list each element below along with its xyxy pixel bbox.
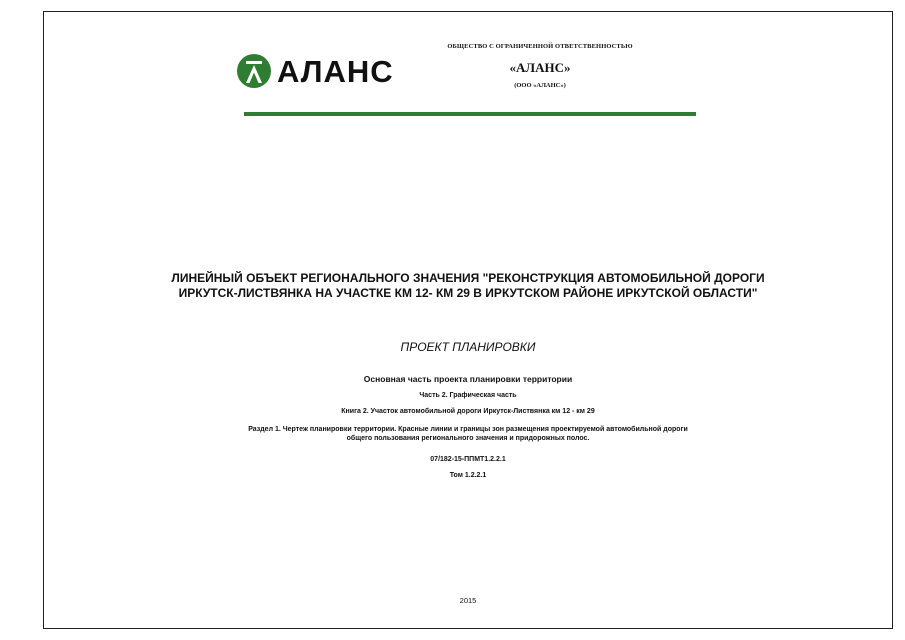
document-title (43, 271, 893, 301)
title-line-2: ИРКУТСК-ЛИСТВЯНКА НА УЧАСТКЕ КМ 12- КМ 29 В ИРКУТСКОМ РАЙОНЕ ИРКУТСКОЙ ОБЛАСТИ" (178, 286, 758, 300)
company-logo (237, 54, 394, 88)
section-line-1: Раздел 1. Чертеж планировки территории. Красные линии и границы зон размещения проектируемой автомобильной дороги (248, 426, 688, 433)
book-heading: Книга 2. Участок автомобильной дороги Иркутск-Листвянка км 12 - км 29 (341, 408, 595, 415)
organization-legal-form: ОБЩЕСТВО С ОГРАНИЧЕННОЙ ОТВЕТСТВЕННОСТЬЮ (447, 43, 633, 50)
volume-number: Том 1.2.2.1 (449, 472, 487, 479)
title-line-1: ЛИНЕЙНЫЙ ОБЪЕКТ РЕГИОНАЛЬНОГО ЗНАЧЕНИЯ "РЕКОНСТРУКЦИЯ АВТОМОБИЛЬНОЙ ДОРОГИ (171, 271, 765, 285)
header-divider (244, 112, 696, 116)
sheet-frame (43, 11, 893, 629)
logo-wordmark: АЛАНС (277, 53, 394, 89)
part-heading: Часть 2. Графическая часть (419, 392, 517, 399)
section-line-2: общего пользования регионального значения и придорожных полос. (346, 435, 590, 442)
organization-name: «АЛАНС» (509, 60, 571, 75)
document-subtitle: ПРОЕКТ ПЛАНИРОВКИ (400, 340, 536, 354)
organization-short-name: (ООО «АЛАНС») (514, 82, 566, 89)
main-part-heading: Основная часть проекта планировки территории (363, 374, 573, 384)
section-heading (43, 425, 893, 443)
document-year: 2015 (459, 596, 477, 605)
alans-logo-icon (237, 54, 271, 88)
document-code: 07/182-15-ППМТ1.2.2.1 (430, 456, 506, 463)
